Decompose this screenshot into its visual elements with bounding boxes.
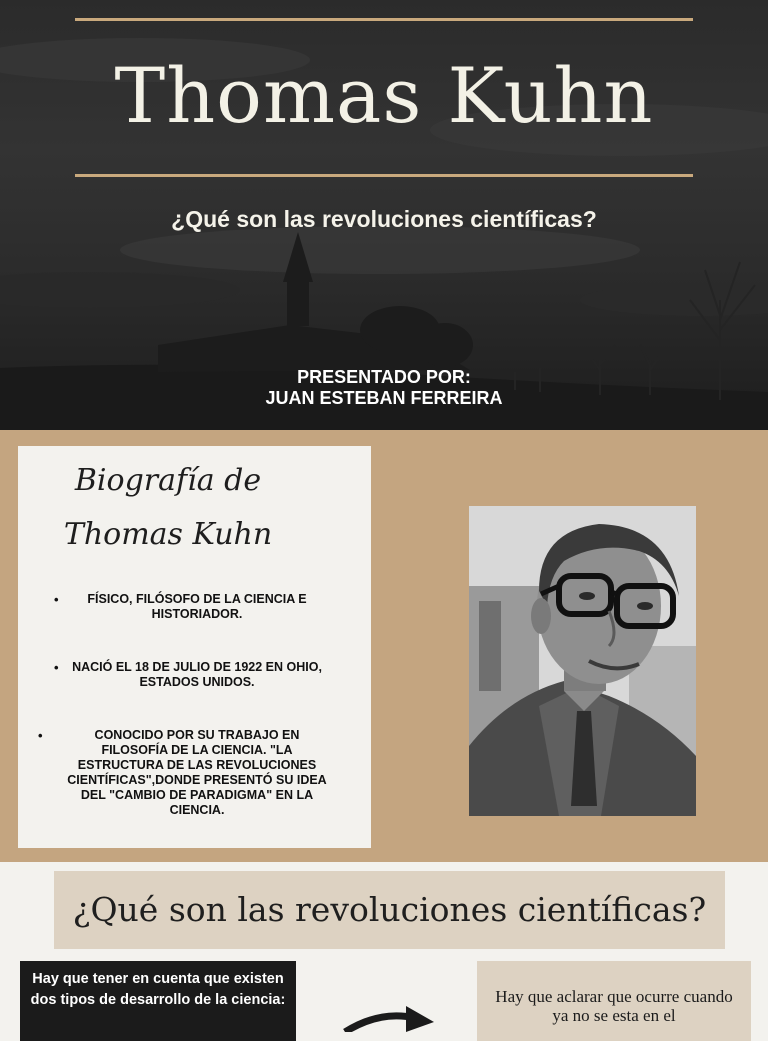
biography-item-text: FÍSICO, FILÓSOFO DE LA CIENCIA E HISTORIADOR. bbox=[87, 592, 307, 621]
clarification-text: Hay que aclarar que ocurre cuando ya no se esta en el bbox=[495, 987, 733, 1025]
portrait-icon bbox=[469, 506, 696, 816]
arrow-icon bbox=[340, 1002, 440, 1032]
hero-subtitle: ¿Qué son las revoluciones científicas? bbox=[171, 206, 597, 232]
biography-item-text: CONOCIDO POR SU TRABAJO EN FILOSOFÍA DE LA CIENCIA. "LA ESTRUCTURA DE LAS REVOLUCIONES CIENTÍFICAS",DONDE PRESENTÓ SU IDEA DEL "CAMBIO DE PARADIGMA" EN LA CIENCIA. bbox=[67, 728, 327, 817]
biography-heading bbox=[18, 454, 318, 562]
presenter-name: JUAN ESTEBAN FERREIRA bbox=[265, 388, 503, 408]
biography-list bbox=[38, 592, 332, 856]
biography-item-text: NACIÓ EL 18 DE JULIO DE 1922 EN OHIO, ESTADOS UNIDOS. bbox=[72, 660, 322, 689]
biography-section bbox=[0, 430, 768, 862]
clarification-box bbox=[477, 961, 751, 1041]
biography-card bbox=[18, 446, 371, 848]
presenter-block bbox=[0, 367, 768, 409]
hero-banner bbox=[0, 0, 768, 430]
revolutions-section bbox=[0, 862, 768, 1024]
top-divider bbox=[75, 18, 693, 21]
revolutions-heading: ¿Qué son las revoluciones científicas? bbox=[54, 871, 725, 949]
bullet-icon: • bbox=[54, 592, 59, 607]
biography-item bbox=[38, 728, 332, 818]
bullet-icon: • bbox=[38, 728, 43, 743]
development-types-text: Hay que tener en cuenta que existen dos tipos de desarrollo de la ciencia: bbox=[30, 971, 286, 1008]
development-types-box bbox=[20, 961, 296, 1041]
portrait-photo bbox=[469, 506, 696, 816]
biography-heading-line1: Biografía de bbox=[74, 463, 262, 498]
bullet-icon: • bbox=[54, 660, 59, 675]
biography-item bbox=[54, 660, 332, 690]
biography-item bbox=[54, 592, 332, 622]
page-title: Thomas Kuhn bbox=[114, 51, 654, 140]
presenter-label: PRESENTADO POR: bbox=[297, 367, 471, 387]
bottom-divider bbox=[75, 174, 693, 177]
biography-heading-line2: Thomas Kuhn bbox=[63, 517, 273, 552]
